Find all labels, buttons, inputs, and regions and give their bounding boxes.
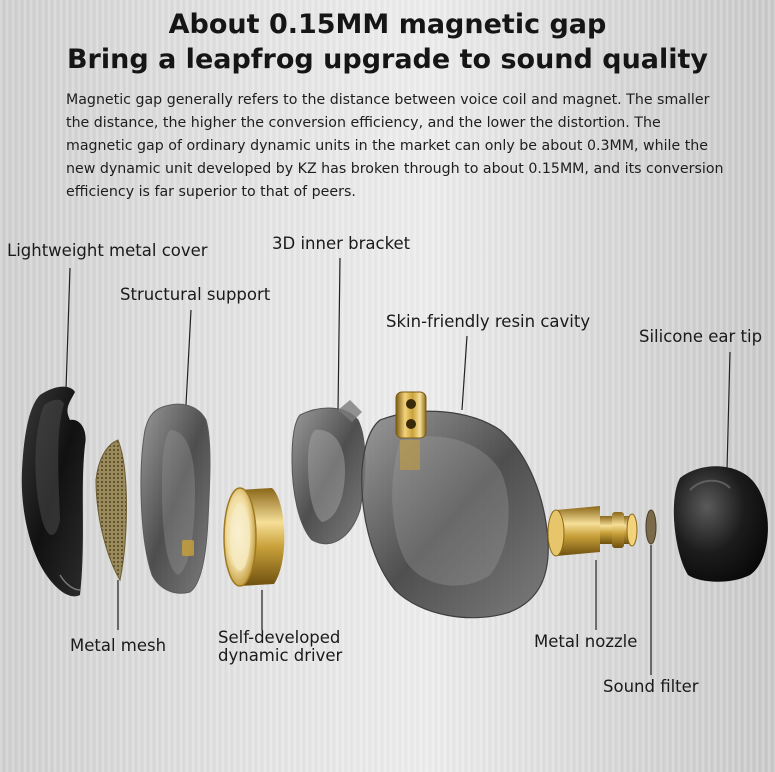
metal-mesh-part bbox=[96, 440, 127, 580]
label-metal-nozzle: Metal nozzle bbox=[534, 632, 638, 651]
resin-cavity-part bbox=[362, 392, 548, 618]
leader-line-structural-support bbox=[186, 310, 191, 405]
structural-support-part bbox=[141, 404, 210, 593]
leader-line-ear-tip bbox=[727, 352, 730, 470]
leader-line-resin-cavity bbox=[462, 336, 467, 410]
label-driver-line-1: Self-developed bbox=[218, 628, 341, 647]
description-paragraph: Magnetic gap generally refers to the distance between voice coil and magnet. The smaller the distance, the higher the conversion efficiency, and the lower the distortion. The magnetic gap of ordinary dynamic units in the market can only be about 0.3MM, while the new dynamic unit developed by KZ has broken through to about 0.15MM, and its conversion efficiency is far superior to that of peers. bbox=[66, 92, 724, 200]
metal-nozzle-part bbox=[548, 506, 637, 556]
label-resin-cavity: Skin-friendly resin cavity bbox=[386, 312, 591, 331]
label-ear-tip: Silicone ear tip bbox=[639, 327, 763, 346]
metal-cover-part bbox=[22, 387, 86, 597]
label-metal-mesh: Metal mesh bbox=[70, 636, 167, 655]
leader-line-metal-cover bbox=[66, 268, 70, 390]
headline-line-1: About 0.15MM magnetic gap bbox=[168, 9, 607, 40]
headline-line-2: Bring a leapfrog upgrade to sound quality bbox=[66, 44, 709, 75]
label-driver-line-2: dynamic driver bbox=[218, 646, 343, 665]
silicone-ear-tip-part bbox=[674, 466, 768, 582]
label-inner-bracket: 3D inner bracket bbox=[272, 234, 411, 253]
leader-line-inner-bracket bbox=[338, 258, 340, 410]
sound-filter-part bbox=[646, 510, 656, 544]
label-sound-filter: Sound filter bbox=[603, 677, 699, 696]
inner-bracket-part bbox=[292, 400, 365, 544]
label-structural-support: Structural support bbox=[120, 285, 271, 304]
dynamic-driver-part bbox=[224, 488, 284, 586]
label-metal-cover: Lightweight metal cover bbox=[7, 241, 208, 260]
